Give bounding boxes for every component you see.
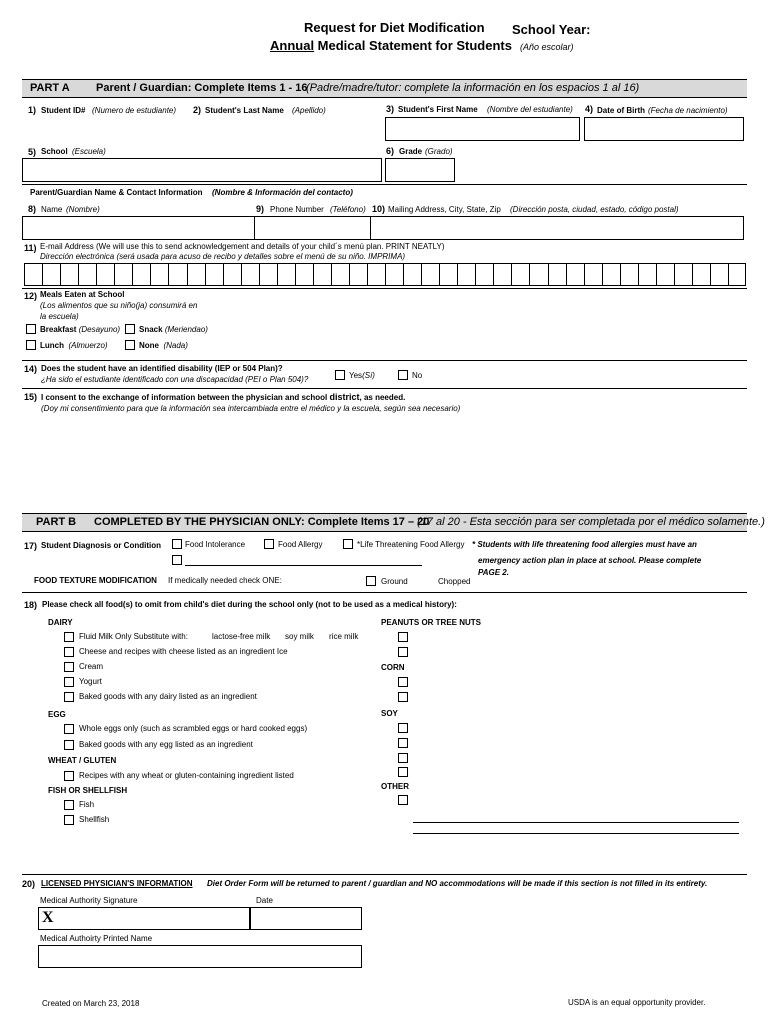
email-cell-divider <box>96 263 97 286</box>
email-cell-divider <box>457 263 458 286</box>
life-threatening-label: *Life Threatening Food Allergy <box>357 540 465 549</box>
breakfast-checkbox[interactable] <box>26 324 36 334</box>
corn-heading: CORN <box>381 663 405 672</box>
breakfast-label-wrap <box>40 325 120 334</box>
life-threatening-checkbox[interactable] <box>343 539 353 549</box>
school-label: School <box>41 147 68 156</box>
email-cell-divider <box>367 263 368 286</box>
email-cell-divider <box>331 263 332 286</box>
email-cell-divider <box>187 263 188 286</box>
snack-label: Snack <box>139 325 163 334</box>
email-cell-divider <box>710 263 711 286</box>
ground-label: Ground <box>381 577 408 586</box>
dob-field[interactable] <box>584 117 744 141</box>
contact-label: Parent/Guardian Name & Contact Information <box>30 188 203 197</box>
meals-label: Meals Eaten at School <box>40 290 125 299</box>
created-date: Created on March 23, 2018 <box>42 999 140 1008</box>
last-name-label-es: (Apellido) <box>292 106 326 115</box>
diagnosis-label: Student Diagnosis or Condition <box>41 541 161 550</box>
lactose-free-label: lactose-free milk <box>212 632 271 641</box>
none-label-es: (Nada) <box>163 341 188 350</box>
cream-label: Cream <box>79 662 104 671</box>
cheese-label: Cheese and recipes with cheese listed as an ingredient Ice <box>79 647 288 656</box>
disability-yes-checkbox[interactable] <box>335 370 345 380</box>
school-field[interactable] <box>22 158 382 182</box>
fish-shellfish-heading: FISH OR SHELLFISH <box>48 786 128 795</box>
food-allergy-checkbox[interactable] <box>264 539 274 549</box>
grade-field[interactable] <box>385 158 455 182</box>
grade-label-es: (Grado) <box>425 147 453 156</box>
email-cell-divider <box>548 263 549 286</box>
divider <box>22 288 747 289</box>
email-cell-divider <box>656 263 657 286</box>
divider <box>22 184 747 185</box>
shellfish-checkbox[interactable] <box>64 815 74 825</box>
disability-no-checkbox[interactable] <box>398 370 408 380</box>
email-cell-divider <box>205 263 206 286</box>
food-allergy-label: Food Allergy <box>278 540 323 549</box>
part-a-heading: Parent / Guardian: Complete Items 1 - 16 <box>96 82 308 94</box>
email-cell-divider <box>349 263 350 286</box>
email-cell-divider <box>638 263 639 286</box>
first-name-field[interactable] <box>385 117 580 141</box>
snack-label-wrap <box>139 325 208 334</box>
dairy-heading: DAIRY <box>48 618 73 627</box>
student-id-label: Student ID# <box>41 106 86 115</box>
contact-label-es: (Nombre & Información del contacto) <box>212 188 353 197</box>
email-label: E-mail Address (We will use this to send acknowledgement and details of your child´s menú plan. PRINT NEATLY) <box>40 242 445 251</box>
email-cell-divider <box>566 263 567 286</box>
email-cell-divider <box>620 263 621 286</box>
printed-name-field[interactable] <box>38 945 362 968</box>
student-id-label-es: (Numero de estudiante) <box>92 106 177 115</box>
part-b-heading-es: (17 al 20 - Esta sección para ser completada por el médico solamente.) <box>417 516 765 528</box>
date-field[interactable] <box>250 907 362 930</box>
meals-label-es-2: la escuela) <box>40 312 79 321</box>
none-label-wrap <box>139 341 188 350</box>
food-intolerance-label: Food Intolerance <box>185 540 246 549</box>
email-cell-divider <box>114 263 115 286</box>
email-cell-divider <box>313 263 314 286</box>
none-checkbox[interactable] <box>125 340 135 350</box>
whole-eggs-checkbox[interactable] <box>64 724 74 734</box>
f1-num: 1) <box>28 105 37 115</box>
physician-info-note: Diet Order Form will be returned to parent / guardian and NO accommodations will be made if this section is not filled in its entirety. <box>207 879 708 888</box>
email-cell-divider <box>60 263 61 286</box>
snack-label-es: (Meriendao) <box>164 325 208 334</box>
email-cell-divider <box>78 263 79 286</box>
allergy-note-4: PAGE 2. <box>478 568 509 577</box>
last-name-label: Student's Last Name <box>205 106 284 115</box>
grade-label: Grade <box>399 147 423 156</box>
shellfish-label: Shellfish <box>79 815 110 824</box>
lunch-label-wrap <box>40 341 108 350</box>
email-cell-divider <box>602 263 603 286</box>
whole-eggs-label: Whole eggs only (such as scrambled eggs or hard cooked eggs) <box>79 724 308 733</box>
f11-num: 11) <box>24 243 37 253</box>
yes-label-es: (Sí) <box>362 371 375 380</box>
consent-label <box>41 392 405 402</box>
other-diagnosis-checkbox[interactable] <box>172 555 182 565</box>
email-cell-divider <box>728 263 729 286</box>
lunch-label: Lunch <box>40 341 64 350</box>
contact-divider-2 <box>370 216 371 240</box>
school-year-label-es: (Año escolar) <box>520 42 574 52</box>
email-cell-divider <box>42 263 43 286</box>
part-a-heading-es: (Padre/madre/tutor: complete la información en los espacios 1 al 16) <box>306 82 640 94</box>
annual-word: Annual <box>270 38 315 53</box>
email-cell-divider <box>403 263 404 286</box>
rice-milk-label: rice milk <box>329 632 359 641</box>
f20-num: 20) <box>22 879 36 889</box>
soy-checkbox-3[interactable] <box>398 753 408 763</box>
name-label: Name <box>41 205 63 214</box>
snack-checkbox[interactable] <box>125 324 135 334</box>
address-label: Mailing Address, City, State, Zip <box>388 205 501 214</box>
email-cell-divider <box>511 263 512 286</box>
consent-label-es: (Doy mi consentimiento para que la información sea intercambiada entre el médico y la escuela, según sea necesario) <box>41 404 461 413</box>
other-line-2 <box>413 833 739 834</box>
other-heading: OTHER <box>381 782 409 791</box>
other-diagnosis-line <box>185 565 422 566</box>
none-label: None <box>139 341 159 350</box>
email-cell-divider <box>584 263 585 286</box>
form-subtitle <box>270 38 512 53</box>
f17-num: 17) <box>24 541 38 551</box>
fish-checkbox[interactable] <box>64 800 74 810</box>
date-label: Date <box>256 896 273 905</box>
consent-text-c: , as needed. <box>359 393 406 402</box>
baked-egg-label: Baked goods with any egg listed as an ingredient <box>79 740 253 749</box>
email-label-es: Dirección electrónica (será usada para acuso de recibo y detalles sobre el menú de su niño. IMPRIMA) <box>40 252 406 261</box>
other-checkbox[interactable] <box>398 795 408 805</box>
peanuts-heading: PEANUTS OR TREE NUTS <box>381 618 482 627</box>
school-label-es: (Escuela) <box>72 147 106 156</box>
phone-label-es: (Teléfono) <box>330 205 366 214</box>
food-intolerance-checkbox[interactable] <box>172 539 182 549</box>
part-b-label: PART B <box>36 516 77 528</box>
lunch-label-es: (Almuerzo) <box>68 341 108 350</box>
f10-num: 10) <box>372 204 386 214</box>
allergy-note-3: Please complete <box>638 556 702 565</box>
meals-label-es-1: (Los alimentos que su niño(ja) consumirá en <box>40 301 198 310</box>
email-cell-divider <box>692 263 693 286</box>
f3-num: 3) <box>386 104 395 114</box>
disability-label: Does the student have an identified disability (IEP or 504 Plan)? <box>41 364 283 373</box>
baked-dairy-checkbox[interactable] <box>64 692 74 702</box>
printed-name-label: Medical Authoirty Printed Name <box>40 934 153 943</box>
email-cell-divider <box>277 263 278 286</box>
wheat-heading: WHEAT / GLUTEN <box>48 756 117 765</box>
f4-num: 4) <box>585 104 594 114</box>
peanuts-checkbox-2[interactable] <box>398 647 408 657</box>
email-cell-divider <box>150 263 151 286</box>
soy-checkbox-4[interactable] <box>398 767 408 777</box>
lunch-checkbox[interactable] <box>26 340 36 350</box>
disability-label-es: ¿Ha sido el estudiante identificado con una discapacidad (PEI o Plan 504)? <box>41 375 309 384</box>
baked-egg-checkbox[interactable] <box>64 740 74 750</box>
soy-heading: SOY <box>381 709 398 718</box>
signature-field[interactable] <box>38 907 250 930</box>
email-cell-divider <box>223 263 224 286</box>
email-cell-divider <box>493 263 494 286</box>
email-cell-divider <box>475 263 476 286</box>
part-a-label: PART A <box>30 82 70 94</box>
email-cell-divider <box>241 263 242 286</box>
fluid-milk-label: Fluid Milk Only Substitute with: <box>79 632 188 641</box>
f8-num: 8) <box>28 204 37 214</box>
f2-num: 2) <box>193 105 202 115</box>
email-cell-divider <box>439 263 440 286</box>
name-label-es: (Nombre) <box>66 205 100 214</box>
cheese-checkbox[interactable] <box>64 647 74 657</box>
signature-label: Medical Authority Signature <box>40 896 138 905</box>
usda-statement: USDA is an equal opportunity provider. <box>568 998 706 1007</box>
contact-divider-1 <box>254 216 255 240</box>
f5-num: 5) <box>28 147 37 157</box>
signature-x-mark: X <box>42 909 54 926</box>
email-cell-divider <box>421 263 422 286</box>
allergy-note-2-text: emergency action plan in place at school. <box>478 556 637 565</box>
f6-num: 6) <box>386 146 395 156</box>
egg-heading: EGG <box>48 710 66 719</box>
first-name-label: Student's First Name <box>398 105 478 114</box>
email-cell-divider <box>132 263 133 286</box>
baked-dairy-label: Baked goods with any dairy listed as an ingredient <box>79 692 257 701</box>
f18-num: 18) <box>24 600 38 610</box>
email-cell-divider <box>674 263 675 286</box>
divider <box>22 360 747 361</box>
email-cell-divider <box>529 263 530 286</box>
email-cell-divider <box>259 263 260 286</box>
breakfast-label: Breakfast <box>40 325 77 334</box>
divider <box>22 874 747 875</box>
phone-label: Phone Number <box>270 205 324 214</box>
school-year-label: School Year: <box>512 22 591 37</box>
fish-label: Fish <box>79 800 95 809</box>
peanuts-checkbox-1[interactable] <box>398 632 408 642</box>
allergy-note-2 <box>478 556 701 565</box>
first-name-label-es: (Nombre del estudiante) <box>487 105 573 114</box>
yogurt-label: Yogurt <box>79 677 102 686</box>
f12-num: 12) <box>24 291 38 301</box>
email-cell-divider <box>385 263 386 286</box>
dob-label-es: (Fecha de nacimiento) <box>648 106 728 115</box>
contact-field[interactable] <box>22 216 744 240</box>
yogurt-checkbox[interactable] <box>64 677 74 687</box>
fluid-milk-checkbox[interactable] <box>64 632 74 642</box>
f9-num: 9) <box>256 204 265 214</box>
corn-checkbox-1[interactable] <box>398 677 408 687</box>
dob-label: Date of Birth <box>597 106 645 115</box>
divider <box>22 592 747 593</box>
other-line-1 <box>413 822 739 823</box>
consent-text-a: I consent to the exchange of information between the physician and school <box>41 393 330 402</box>
texture-desc: If medically needed check ONE: <box>168 576 282 585</box>
yes-label: Yes <box>349 371 363 380</box>
wheat-recipes-checkbox[interactable] <box>64 771 74 781</box>
soy-checkbox-1[interactable] <box>398 723 408 733</box>
yes-label-wrap <box>349 371 375 380</box>
omit-label: Please check all food(s) to omit from child's diet during the school only (not to be used as a medical history): <box>42 600 457 609</box>
part-b-heading: COMPLETED BY THE PHYSICIAN ONLY: Complete Items 17 – 20 <box>94 516 430 528</box>
address-label-es: (Dirección posta, ciudad, estado, código postal) <box>510 205 679 214</box>
physician-info-label: LICENSED PHYSICIAN'S INFORMATION <box>41 879 193 888</box>
email-cell-divider <box>168 263 169 286</box>
subtitle-rest: Medical Statement for Students <box>314 38 512 53</box>
chopped-label: Chopped <box>438 577 471 586</box>
f14-num: 14) <box>24 364 38 374</box>
texture-label: FOOD TEXTURE MODIFICATION <box>34 576 157 585</box>
divider <box>22 388 747 389</box>
form-title: Request for Diet Modification <box>304 20 485 35</box>
soy-milk-label: soy milk <box>285 632 314 641</box>
ground-checkbox[interactable] <box>366 576 376 586</box>
allergy-note-1: * Students with life threatening food allergies must have an <box>472 540 697 549</box>
no-label: No <box>412 371 423 380</box>
consent-text-district: district <box>329 392 360 402</box>
wheat-recipes-label: Recipes with any wheat or gluten-containing ingredient listed <box>79 771 294 780</box>
cream-checkbox[interactable] <box>64 662 74 672</box>
soy-checkbox-2[interactable] <box>398 738 408 748</box>
corn-checkbox-2[interactable] <box>398 692 408 702</box>
breakfast-label-es: (Desayuno) <box>78 325 121 334</box>
email-cell-divider <box>295 263 296 286</box>
f15-num: 15) <box>24 392 38 402</box>
